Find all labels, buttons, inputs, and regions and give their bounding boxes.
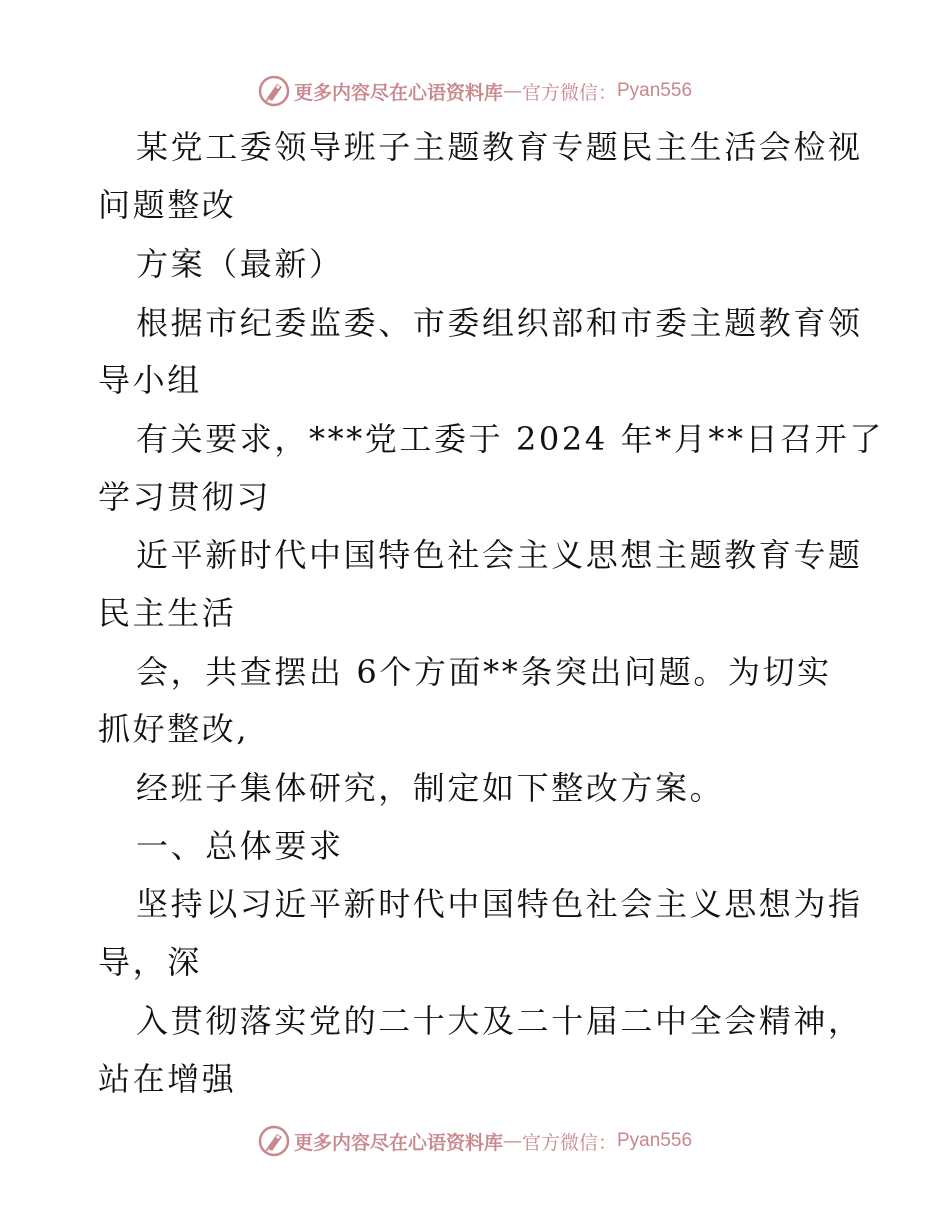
text-line: 抓好整改, xyxy=(98,710,250,748)
text-line: 入贯彻落实党的二十大及二十届二中全会精神， xyxy=(136,1002,863,1040)
text-line: 近平新时代中国特色社会主义思想主题教育专题 xyxy=(136,536,863,574)
text-line: 会，共查摆出 6个方面**条突出问题。为切实 xyxy=(136,653,832,691)
text-line: 导，深 xyxy=(98,943,202,981)
banner-dash: — xyxy=(502,80,522,102)
banner-site-text: 更多内容尽在心语资料库 xyxy=(293,81,503,104)
text-line: 学习贯彻习 xyxy=(98,478,272,516)
pen-nib-logo-icon xyxy=(258,1125,290,1157)
text-line: 民主生活 xyxy=(98,594,237,632)
footer-watermark-banner xyxy=(0,1120,950,1162)
banner-site-text: 更多内容尽在心语资料库 xyxy=(293,1131,503,1154)
text-line: 问题整改 xyxy=(98,186,237,224)
text-line: 经班子集体研究，制定如下整改方案。 xyxy=(136,769,725,807)
text-line: 一、总体要求 xyxy=(136,827,344,865)
text-line: 站在增强 xyxy=(98,1060,237,1098)
banner-wechat-id: Pyan556 xyxy=(617,80,693,101)
text-line: 导小组 xyxy=(98,361,202,399)
banner-wechat-label: 官方微信： xyxy=(521,1131,617,1154)
text-line: 坚持以习近平新时代中国特色社会主义思想为指 xyxy=(136,885,863,923)
text-line: 有关要求，***党工委于 2024 年*月**日召开了 xyxy=(136,420,884,458)
banner-wechat-id: Pyan556 xyxy=(617,1130,693,1151)
text-line: 根据市纪委监委、市委组织部和市委主题教育领 xyxy=(136,304,863,342)
banner-dash: — xyxy=(502,1130,522,1152)
text-line: 方案（最新） xyxy=(136,245,344,283)
text-line: 某党工委领导班子主题教育专题民主生活会检视 xyxy=(136,128,863,166)
banner-wechat-label: 官方微信： xyxy=(521,81,617,104)
